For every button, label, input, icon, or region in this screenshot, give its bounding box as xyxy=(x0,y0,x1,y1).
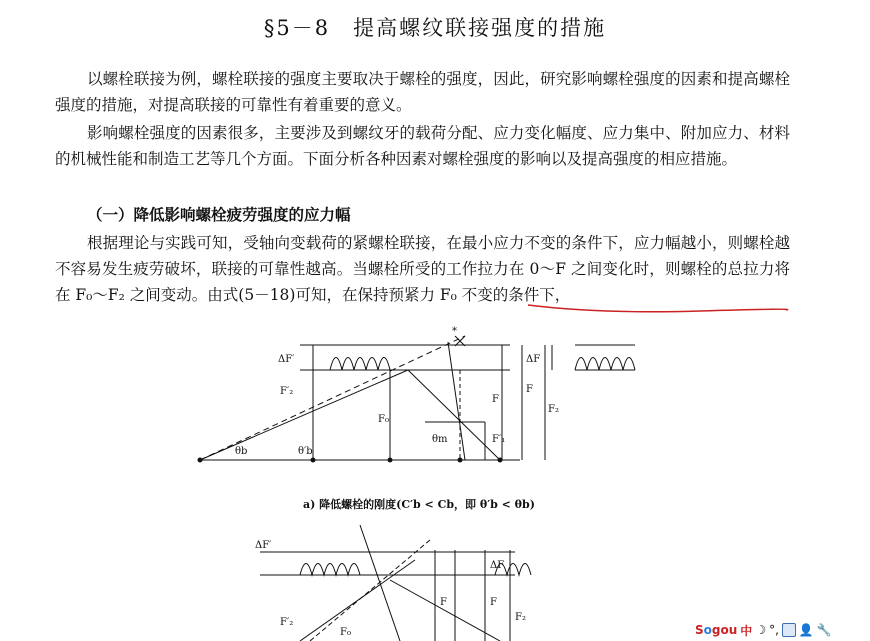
label-f-right: F xyxy=(526,384,533,395)
label-b-f2-left: F′₂ xyxy=(280,617,294,628)
label-b-f2-right: F₂ xyxy=(515,612,526,623)
ime-toolbar[interactable] xyxy=(695,620,832,640)
label-b-f0: F₀ xyxy=(340,627,351,638)
sogou-logo[interactable]: Sogou xyxy=(695,623,738,637)
keyboard-icon[interactable] xyxy=(782,623,796,637)
wrench-icon[interactable]: 🔧 xyxy=(816,623,832,637)
label-f2-right: F₂ xyxy=(548,404,559,415)
user-icon[interactable]: 👤 xyxy=(798,623,814,637)
underlined-phrase: 在保持预紧力 F₀ 不变的条件下， xyxy=(341,286,571,304)
ime-mode-chinese[interactable]: 中 xyxy=(740,623,753,638)
bolt-line-b xyxy=(360,525,400,641)
label-f-mid: F xyxy=(492,394,499,405)
section-subheading: （一）降低影响螺栓疲劳强度的应力幅 xyxy=(87,206,351,224)
label-delta-f-right: ΔF xyxy=(526,354,541,365)
paragraph-text: 根据理论与实践可知，受轴向变载荷的紧螺栓联接，在最小应力不变的条件下，应力幅越小，则螺栓越不容易发生疲劳破坏，联接的可靠性越高。当螺栓所受的工作拉力在 0～F 之间变化时，则螺栓的总拉力将在 F₀～F₂ 之间变动。由式(5－18)可知， xyxy=(55,234,790,304)
label-f1: F′₁ xyxy=(492,434,506,445)
label-theta-m: θm xyxy=(432,434,448,445)
label-b-f-b: F xyxy=(490,597,497,608)
label-theta-b: θb xyxy=(235,446,248,457)
bolt-line-dashed xyxy=(200,336,465,460)
label-f2-left: F′₂ xyxy=(280,386,294,397)
label-theta-b-prime: θ′b xyxy=(298,446,313,457)
figure-a-diagram xyxy=(180,322,650,492)
paragraph-stress-amplitude xyxy=(55,230,790,308)
figure-b-diagram xyxy=(240,520,560,641)
ime-punctuation[interactable]: °, xyxy=(769,623,779,637)
moon-icon[interactable]: ☽ xyxy=(755,623,767,637)
label-b-f-a: F xyxy=(440,597,447,608)
paragraph-intro: 以螺栓联接为例，螺栓联接的强度主要取决于螺栓的强度，因此，研究影响螺栓强度的因素和提高螺栓强度的措施，对提高联接的可靠性有着重要的意义。 xyxy=(55,70,790,114)
paragraph-factors: 影响螺栓强度的因素很多，主要涉及到螺纹牙的载荷分配、应力变化幅度、应力集中、附加应力、材料的机械性能和制造工艺等几个方面。下面分析各种因素对螺栓强度的影响以及提高强度的相应措施。 xyxy=(55,124,790,168)
label-f0: F₀ xyxy=(378,414,389,425)
label-delta-f-left: ΔF′ xyxy=(278,354,295,365)
label-b-delta-f-right: ΔF xyxy=(490,560,505,571)
label-b-delta-f-left: ΔF′ xyxy=(255,540,272,551)
label-star: * xyxy=(452,326,457,337)
page-title: §5－8 提高螺纹联接强度的措施 xyxy=(263,16,607,40)
figure-a-caption: a) 降低螺栓的刚度(C′b < Cb，即 θ′b < θb) xyxy=(303,498,535,511)
member-line-2 xyxy=(448,342,465,460)
